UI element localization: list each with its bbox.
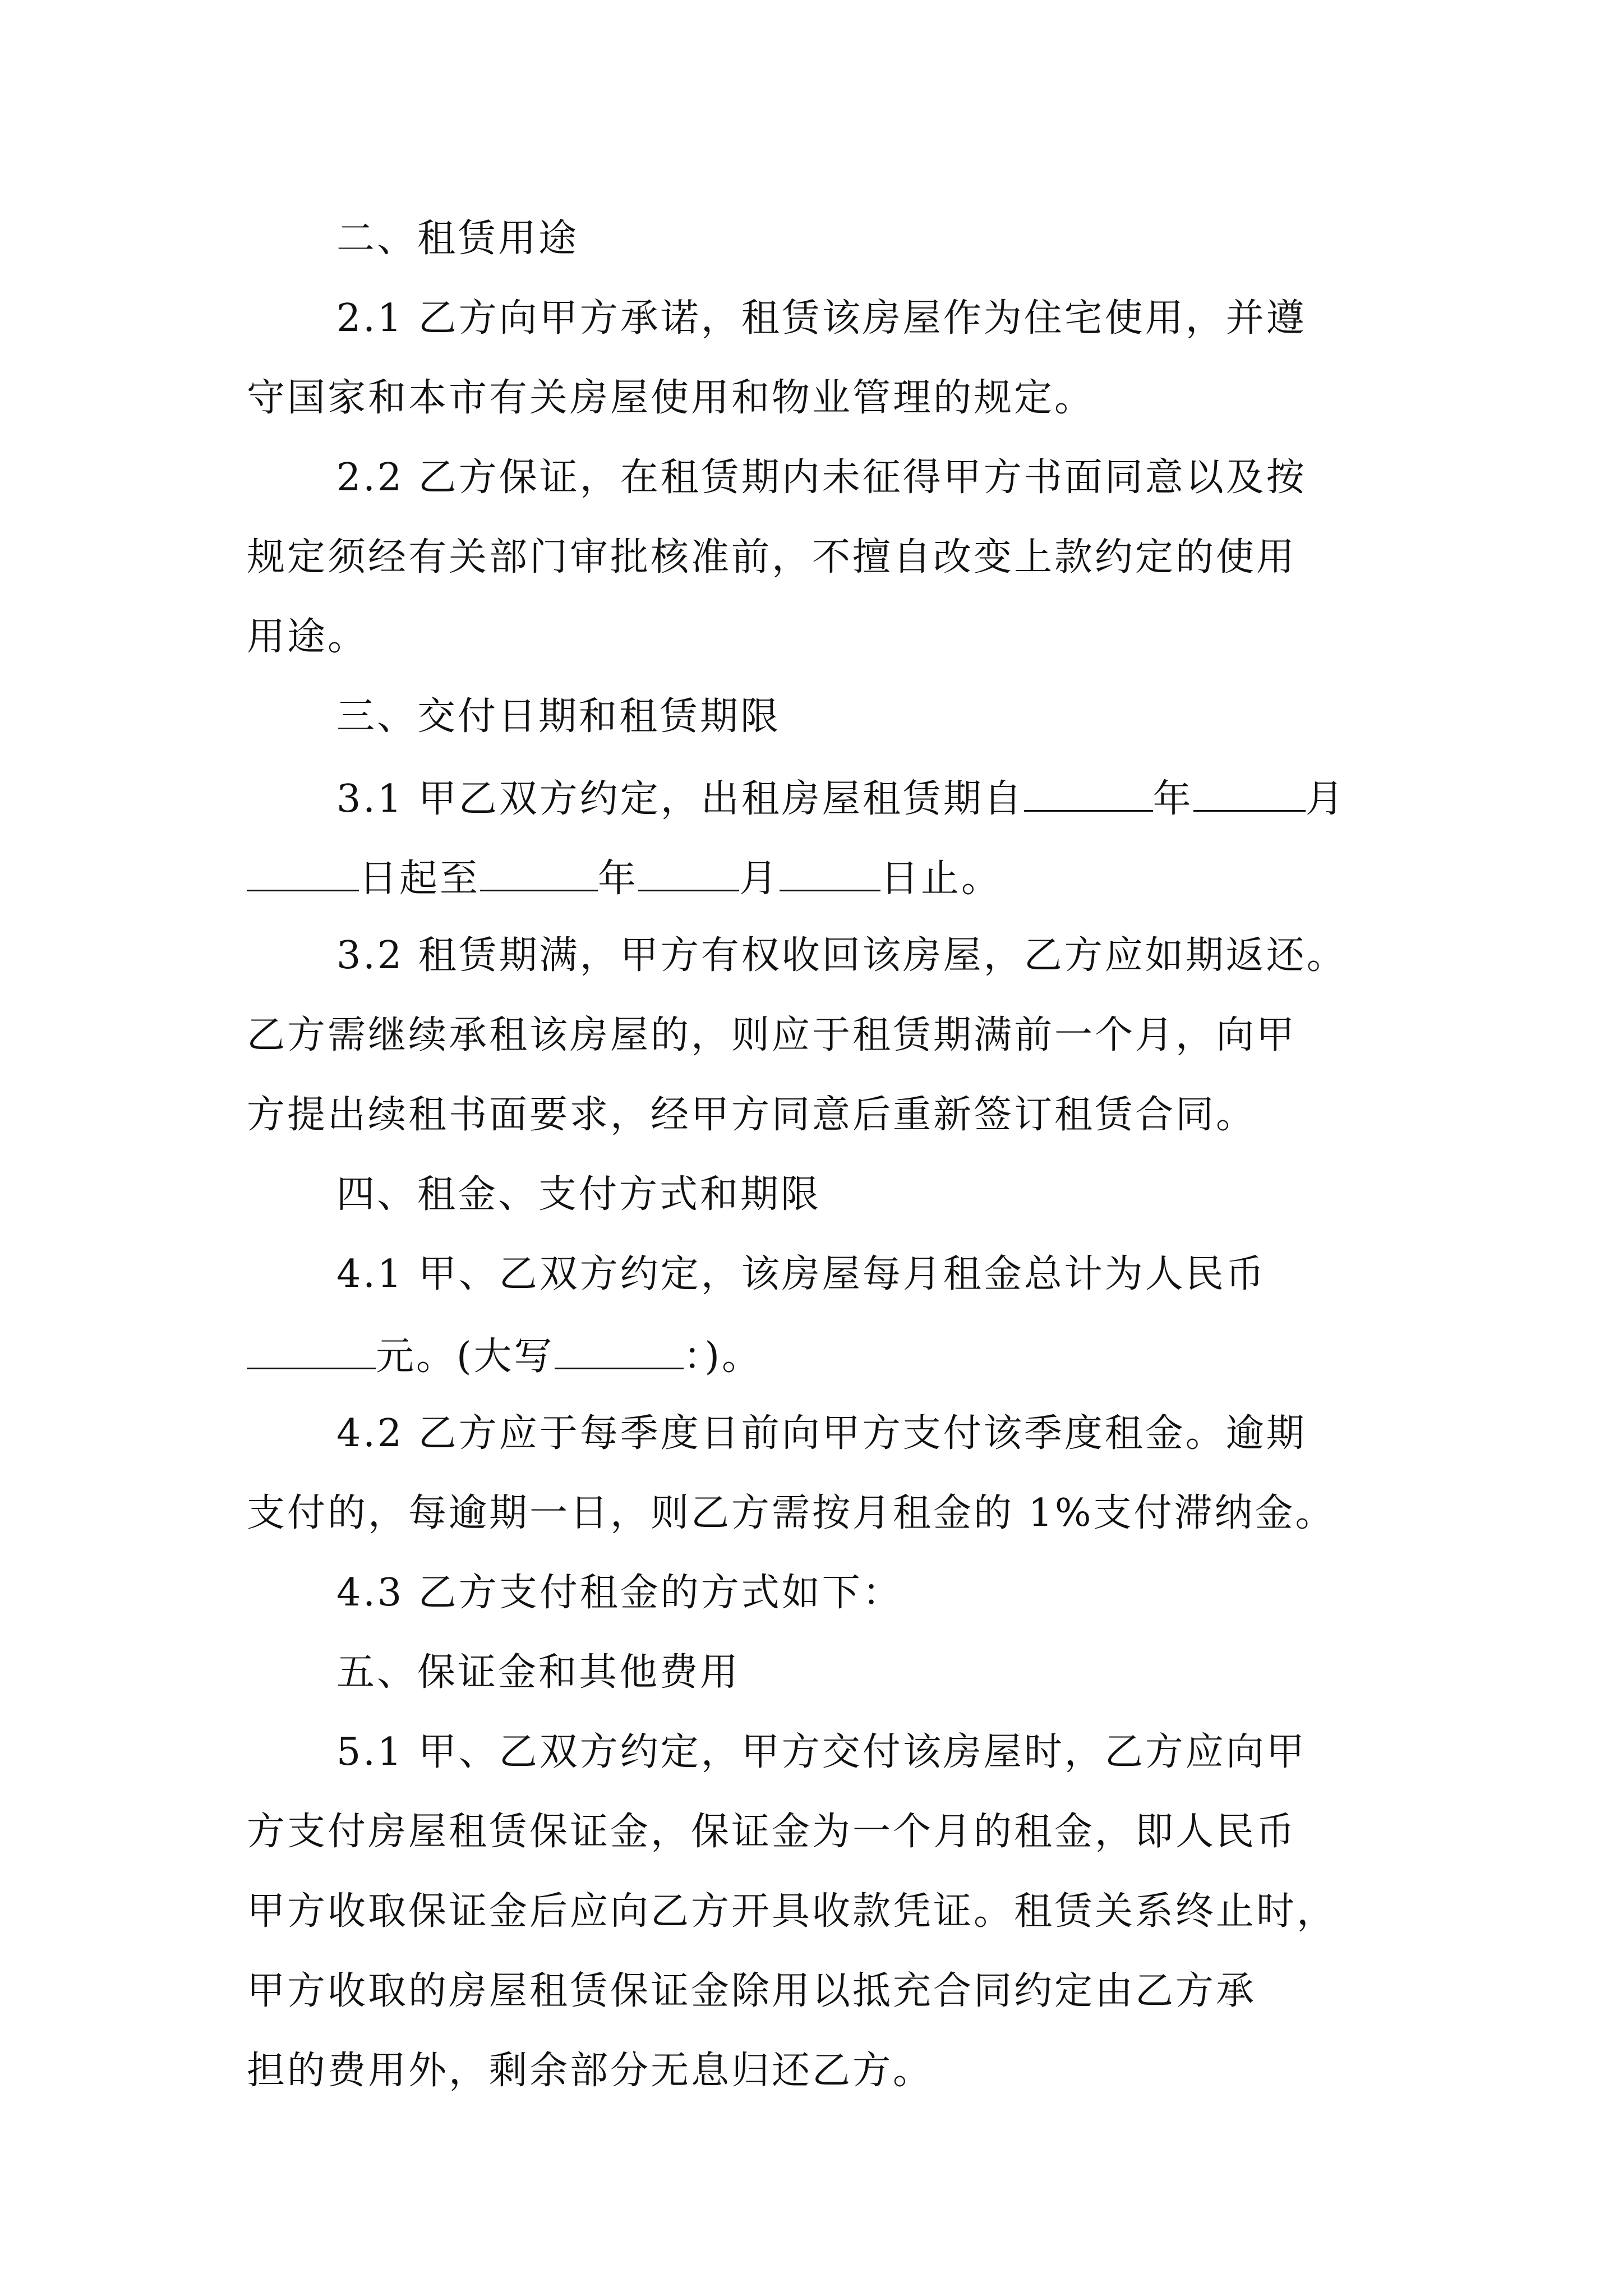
- clause-5-1-line-4: 甲方收取的房屋租赁保证金除用以抵充合同约定由乙方承: [247, 1969, 1257, 2013]
- clause-5-1-line-2: 方支付房屋租赁保证金，保证金为一个月的租金，即人民币: [247, 1810, 1297, 1854]
- clause-3-2-line-3: 方提出续租书面要求，经甲方同意后重新签订租赁合同。: [247, 1093, 1257, 1137]
- clause-2-2-line-1: 2.2 乙方保证，在租赁期内未征得甲方书面同意以及按: [336, 455, 1307, 500]
- clause-3-1-line-1: [336, 773, 1346, 820]
- end-day-label: 日止。: [880, 857, 1002, 901]
- month-blank: [1193, 773, 1306, 812]
- rent-uppercase-blank: [555, 1331, 684, 1369]
- year-blank: [1024, 773, 1153, 812]
- end-year-blank: [480, 853, 598, 891]
- section-3-title: 三、交付日期和租赁期限: [336, 694, 781, 739]
- end-day-blank: [780, 853, 880, 891]
- clause-2-2-line-2: 规定须经有关部门审批核准前，不擅自改变上款约定的使用: [247, 535, 1297, 579]
- clause-5-1-line-5: 担的费用外，剩余部分无息归还乙方。: [247, 2049, 934, 2093]
- clause-4-2-line-2: 支付的，每逾期一日，则乙方需按月租金的 1%支付滞纳金。: [247, 1491, 1336, 1535]
- section-2-title: 二、租赁用途: [336, 217, 579, 261]
- end-year-label: 年: [598, 857, 639, 901]
- clause-2-2-line-3: 用途。: [247, 615, 368, 659]
- clause-4-2-line-1: 4.2 乙方应于每季度日前向甲方支付该季度租金。逾期: [336, 1411, 1307, 1456]
- clause-2-1-line-1: 2.1 乙方向甲方承诺，租赁该房屋作为住宅使用，并遵: [336, 296, 1307, 341]
- month-label: 月: [1305, 777, 1346, 821]
- from-day-label: 日起至: [359, 857, 481, 901]
- clause-4-1-line-1: 4.1 甲、乙双方约定，该房屋每月租金总计为人民币: [336, 1252, 1266, 1296]
- rent-close-text: ：)。: [683, 1335, 763, 1379]
- end-month-blank: [638, 853, 739, 891]
- section-4-title: 四、租金、支付方式和期限: [336, 1172, 822, 1217]
- end-month-label: 月: [739, 857, 780, 901]
- clause-3-2-line-2: 乙方需继续承租该房屋的，则应于租赁期满前一个月，向甲: [247, 1013, 1297, 1057]
- rent-amount-blank: [247, 1331, 376, 1369]
- day-blank: [247, 853, 359, 891]
- section-5-title: 五、保证金和其他费用: [336, 1650, 741, 1695]
- year-label: 年: [1152, 777, 1193, 821]
- clause-4-3-line-1: 4.3 乙方支付租金的方式如下：: [336, 1571, 903, 1615]
- clause-3-1-text: 3.1 甲乙双方约定，出租房屋租赁期自: [336, 777, 1024, 821]
- clause-5-1-line-1: 5.1 甲、乙双方约定，甲方交付该房屋时，乙方应向甲: [336, 1730, 1307, 1774]
- clause-3-1-line-2: [247, 853, 1002, 900]
- clause-3-2-line-1: 3.2 租赁期满，甲方有权收回该房屋，乙方应如期返还。: [336, 933, 1347, 978]
- clause-4-1-line-2: [247, 1331, 762, 1378]
- clause-5-1-line-3: 甲方收取保证金后应向乙方开具收款凭证。租赁关系终止时，: [247, 1889, 1338, 1934]
- rent-unit-text: 元。(大写: [376, 1335, 555, 1379]
- clause-2-1-line-2: 守国家和本市有关房屋使用和物业管理的规定。: [247, 376, 1095, 420]
